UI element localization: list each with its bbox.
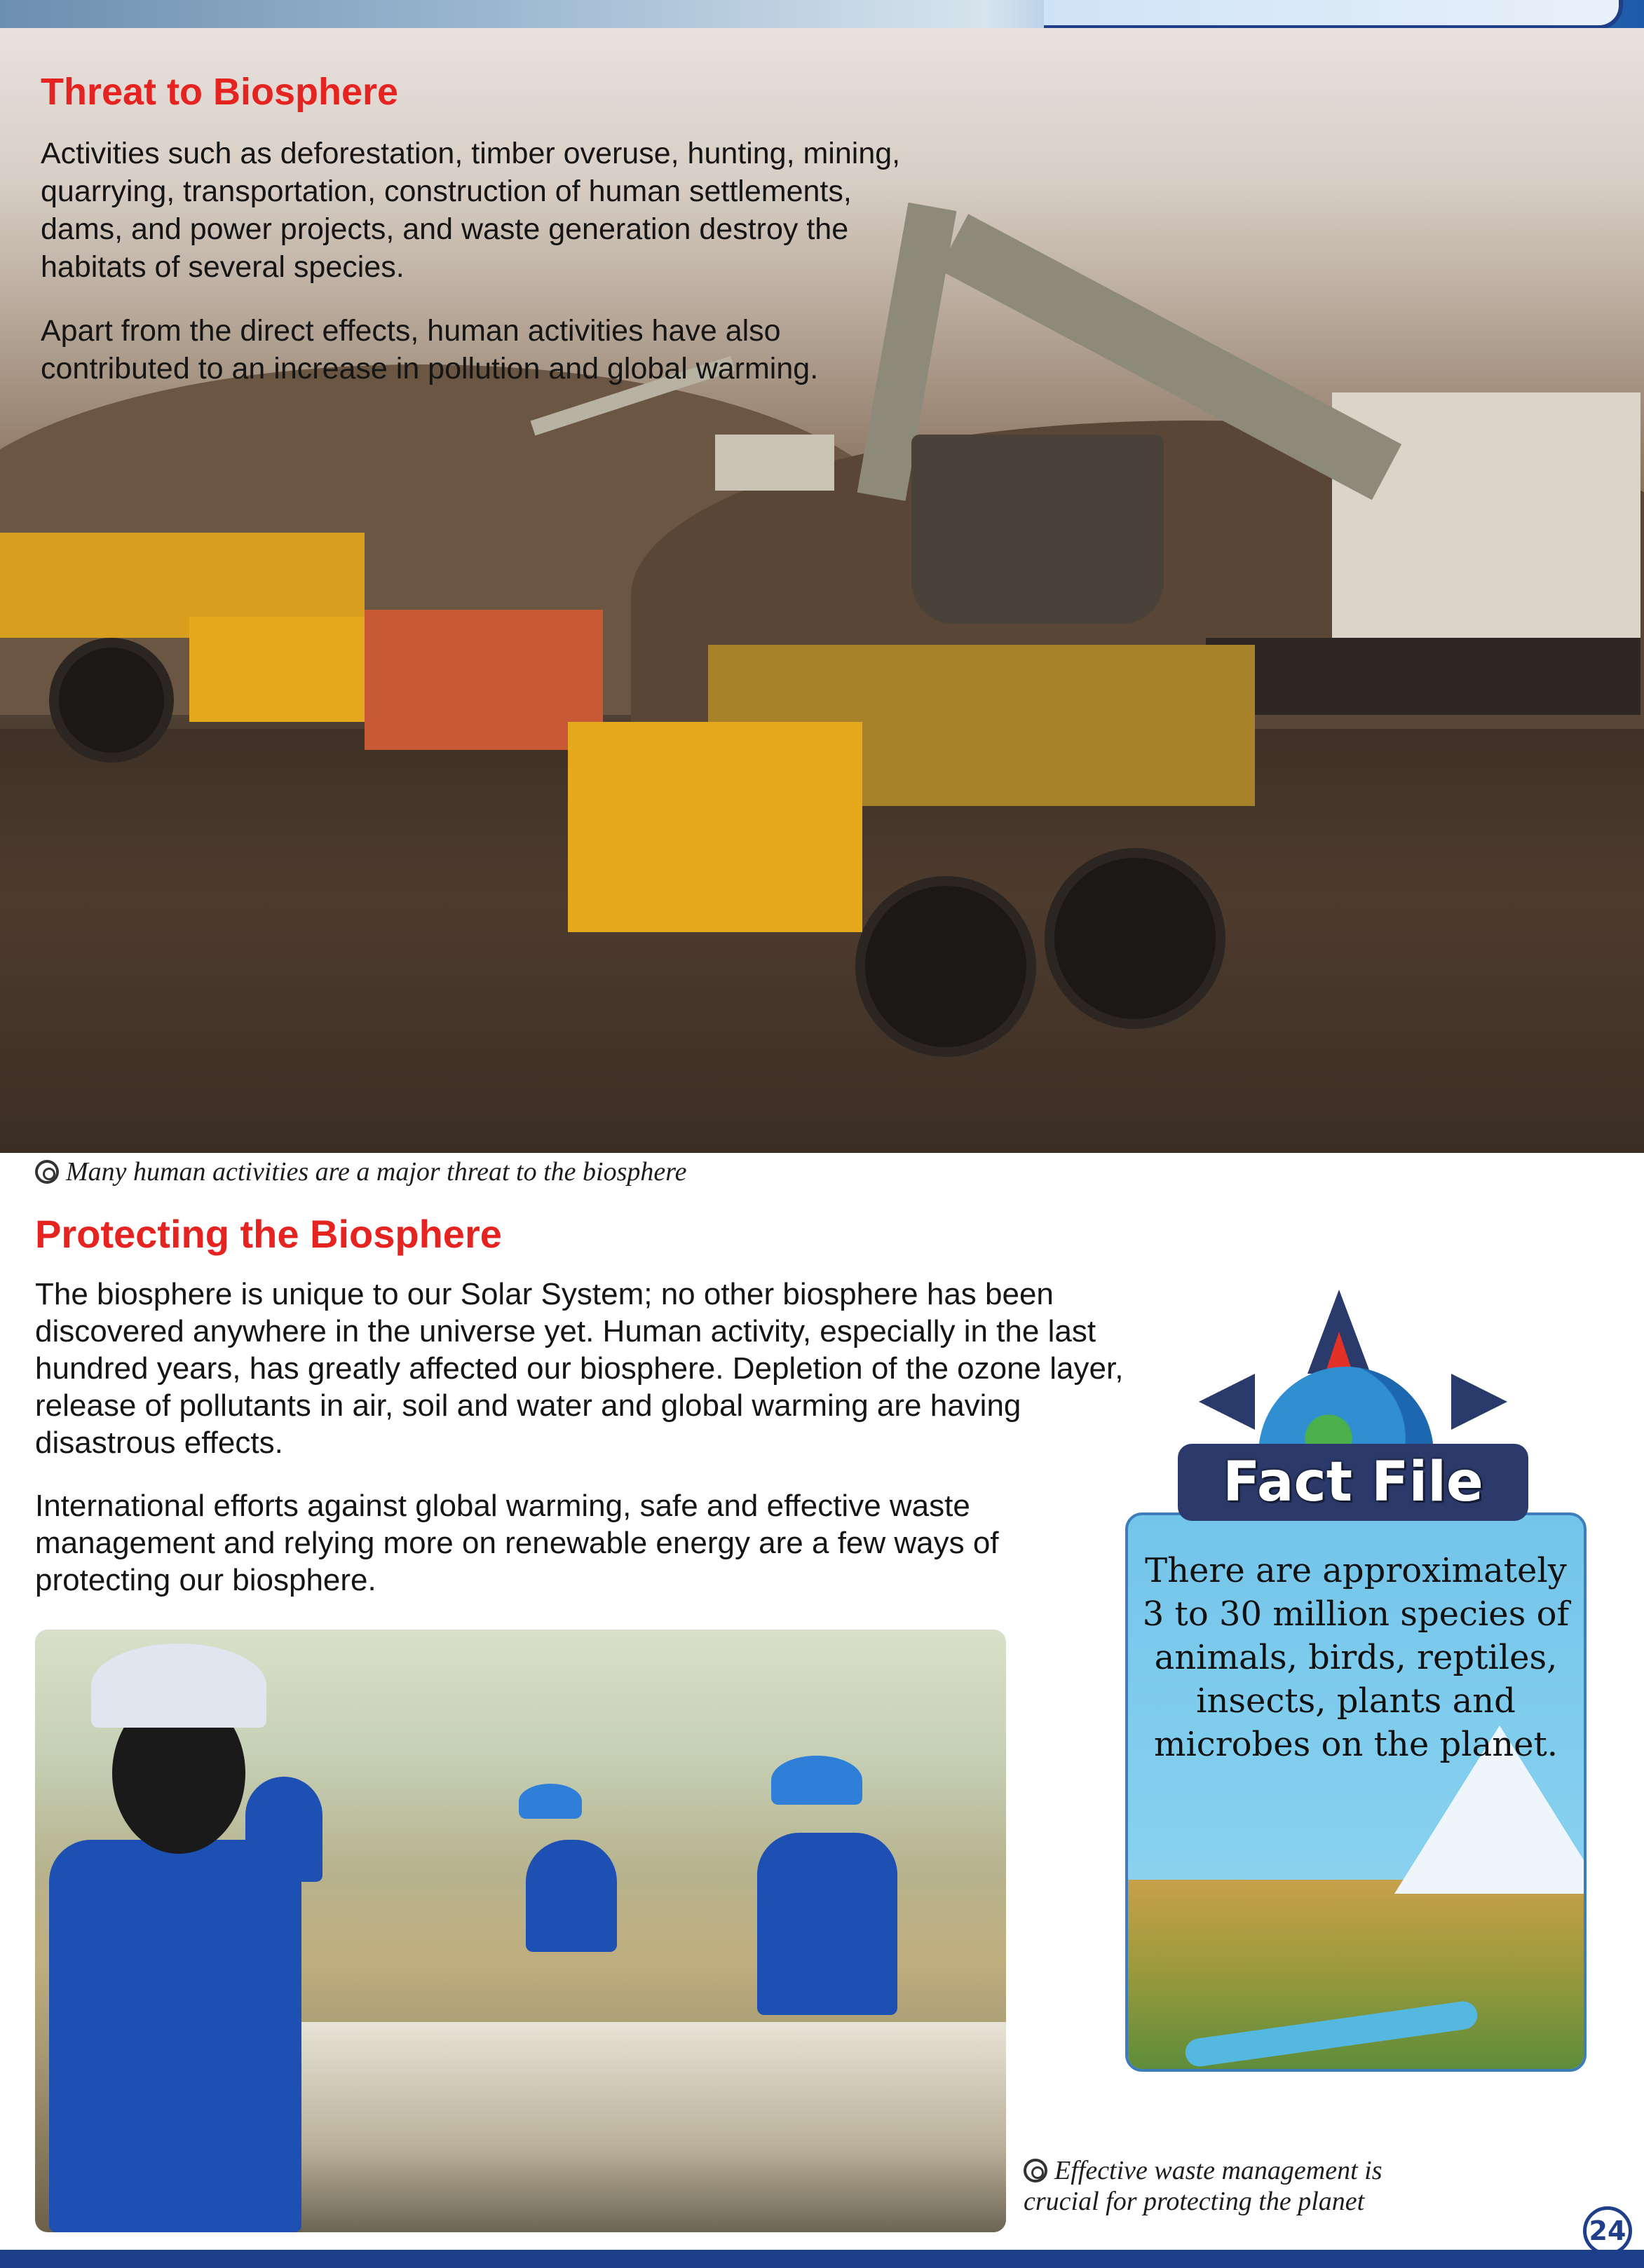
- excavator-tracks: [1206, 638, 1640, 715]
- worker-middle-cap: [519, 1784, 582, 1819]
- excavator-bucket: [911, 435, 1164, 624]
- fact-file-text: There are approximately 3 to 30 million species of animals, birds, reptiles, insects, plants and microbes on the planet.: [1142, 1551, 1570, 1764]
- fact-file-badge: [1122, 1290, 1584, 1528]
- fact-file-title: Fact File: [1178, 1444, 1528, 1521]
- compass-left-arrow-icon: [1199, 1374, 1255, 1430]
- fact-file-panel: [1125, 1512, 1587, 2072]
- threat-heading: Threat to Biosphere: [41, 71, 399, 113]
- conveyor-belt: [301, 2022, 1006, 2232]
- worker-far: [245, 1777, 322, 1882]
- audio-icon[interactable]: [1024, 2159, 1047, 2182]
- threat-paragraph-2: Apart from the direct effects, human activities have also contributed to an increase in pollution and global warming.: [41, 314, 819, 385]
- worker-foreground-cap: [91, 1644, 266, 1728]
- worker-foreground: [49, 1840, 301, 2232]
- worker-background: [757, 1833, 897, 2015]
- front-dump-truck: [568, 645, 1255, 1037]
- main-excavator-cab: [1332, 392, 1640, 645]
- worker-middle: [526, 1840, 617, 1952]
- protect-paragraph-1: The biosphere is unique to our Solar System; no other biosphere has been discovered anywhere in the universe yet. Human activity, especially in the last hundred years, has greatly affected our biosphere. Depletion of the ozone layer, release of pollutants in air, soil and water and global warming are having disastrous effects.: [35, 1277, 1124, 1460]
- worker-background-cap: [771, 1756, 862, 1805]
- waste-photo-caption: [1024, 2155, 1383, 2217]
- waste-caption-line-1: Effective waste management is: [1054, 2156, 1383, 2185]
- left-dump-truck: [0, 533, 393, 764]
- top-banner-strip: [0, 0, 1644, 28]
- mining-caption-text: Many human activities are a major threat to the biosphere: [66, 1157, 687, 1187]
- waste-sorting-photo: [35, 1630, 1006, 2232]
- background-excavator: [715, 435, 834, 491]
- protect-paragraph-2: International efforts against global warming, safe and effective waste management and relying more on renewable energy are a few ways of protecting our biosphere.: [35, 1489, 999, 1597]
- waste-caption-line-2: crucial for protecting the planet: [1024, 2187, 1365, 2216]
- mining-photo: [0, 28, 1644, 1153]
- audio-icon[interactable]: [35, 1160, 59, 1184]
- page-number: 24: [1583, 2206, 1632, 2255]
- bottom-banner-strip: [0, 2250, 1644, 2268]
- protect-heading: Protecting the Biosphere: [35, 1212, 502, 1256]
- red-mining-machine: [365, 610, 603, 750]
- mining-photo-caption: [35, 1156, 686, 1187]
- threat-paragraph-1: Activities such as deforestation, timber overuse, hunting, mining, quarrying, transportation, construction of human settlements, dams, and power projects, and waste generation destroy the habitats of several species.: [41, 137, 901, 284]
- compass-right-arrow-icon: [1451, 1374, 1507, 1430]
